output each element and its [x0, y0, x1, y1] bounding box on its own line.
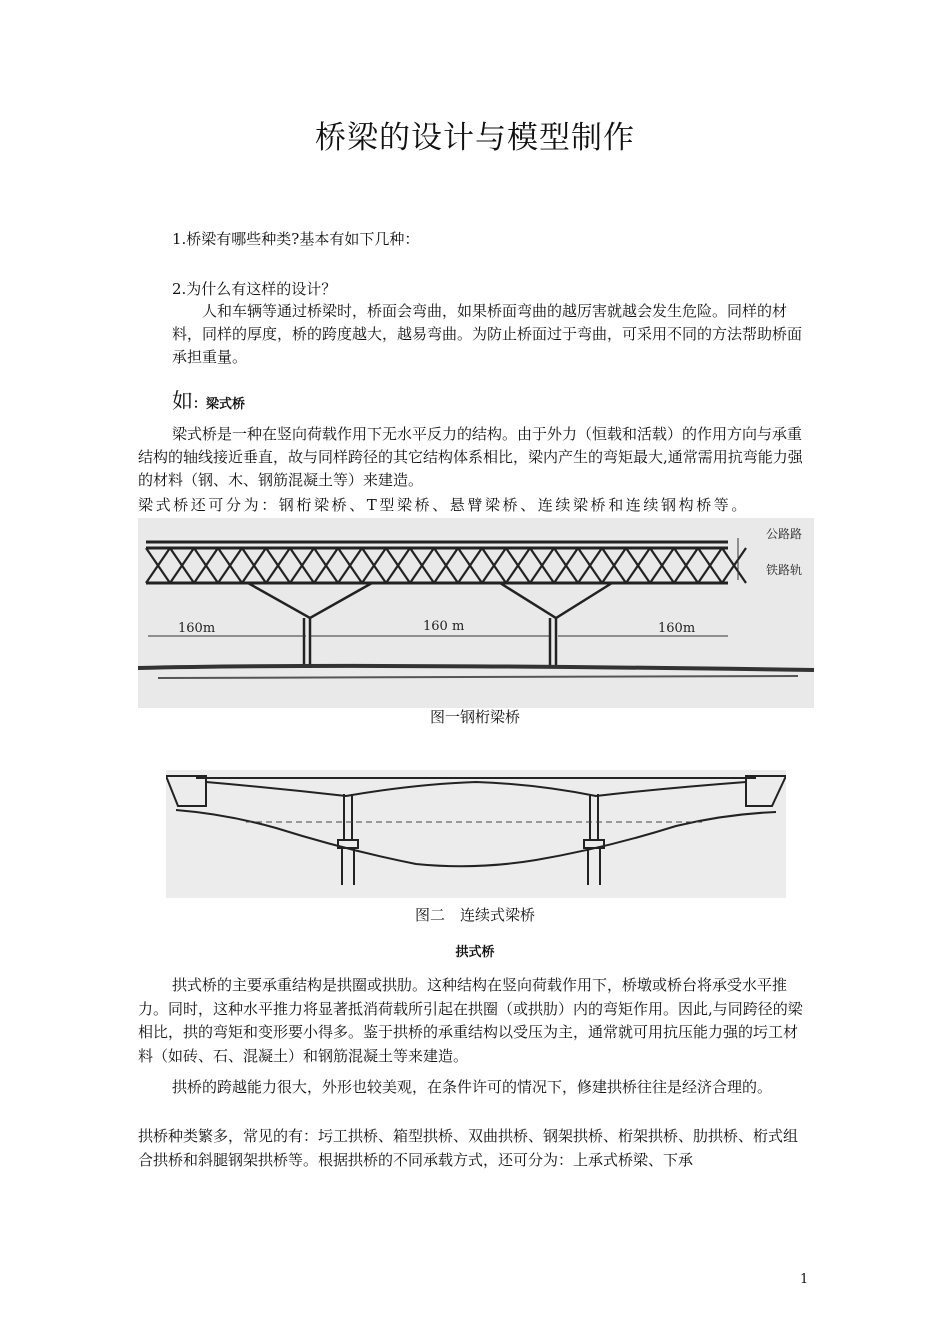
paragraph-beam-bridge: 梁式桥是一种在竖向荷载作用下无水平反力的结构。由于外力（恒载和活载）的作用方向与承重结构的轴线接近垂直，故与同样跨径的其它结构体系相比，梁内产生的弯矩最大,通常需用抗弯能力强的材料（钢、木、钢筋混凝土等）来建造。: [138, 425, 803, 489]
road-label: 公路路: [766, 527, 803, 541]
page-number: 1: [800, 1272, 809, 1287]
question-1: 1.桥梁有哪些种类?基本有如下几种：: [172, 230, 420, 248]
heading-ru: 如: [172, 389, 193, 413]
heading-arch-bridge: 拱式桥: [455, 945, 495, 960]
heading-beam-bridge: ：梁式桥: [193, 397, 246, 412]
paragraph-arch-structure: 拱式桥的主要承重结构是拱圈或拱肋。这种结构在竖向荷载作用下，桥墩或桥台将承受水平推力。同时，这种水平推力将显著抵消荷载所引起在拱圈（或拱肋）内的弯矩作用。因此,与同跨径的梁相比，拱的弯矩和变形要小得多。鉴于拱桥的承重结构以受压为主，通常就可用抗压能力强的圬工材料（如砖、石、混凝土）和钢筋混凝土等来建造。: [138, 976, 803, 1065]
rail-label: 铁路轨: [766, 563, 803, 577]
figure-background: [166, 770, 786, 898]
page-title: 桥梁的设计与模型制作: [315, 120, 635, 156]
paragraph-beam-types: 梁式桥还可分为：钢桁梁桥、T型梁桥、悬臂梁桥、连续梁桥和连续钢构桥等。: [138, 496, 750, 514]
section-heading-beam: [172, 385, 245, 415]
span-label: 160m: [658, 621, 696, 636]
figure-steel-truss-bridge: [138, 518, 814, 708]
figure-1-caption: 图一钢桁梁桥: [429, 708, 520, 726]
span-label: 160m: [178, 621, 216, 636]
span-label: 160 m: [423, 619, 465, 634]
paragraph-arch-types: 拱桥种类繁多，常见的有：圬工拱桥、箱型拱桥、双曲拱桥、钢架拱桥、桁架拱桥、肋拱桥、桁式组合拱桥和斜腿钢架拱桥等。根据拱桥的不同承载方式，还可分为：上承式桥梁、下承: [138, 1127, 799, 1169]
figure-continuous-beam-bridge: [166, 770, 786, 898]
paragraph-arch-span: 拱桥的跨越能力很大，外形也较美观，在条件许可的情况下，修建拱桥往往是经济合理的。: [172, 1078, 773, 1096]
figure-2-caption: 图二 连续式梁桥: [414, 906, 535, 924]
paragraph-bending: 人和车辆等通过桥梁时，桥面会弯曲，如果桥面弯曲的越厉害就越会发生危险。同样的材料，同样的厚度，桥的跨度越大，越易弯曲。为防止桥面过于弯曲，可采用不同的方法帮助桥面承担重量。: [172, 302, 803, 366]
question-2: 2.为什么有这样的设计？: [172, 280, 337, 298]
